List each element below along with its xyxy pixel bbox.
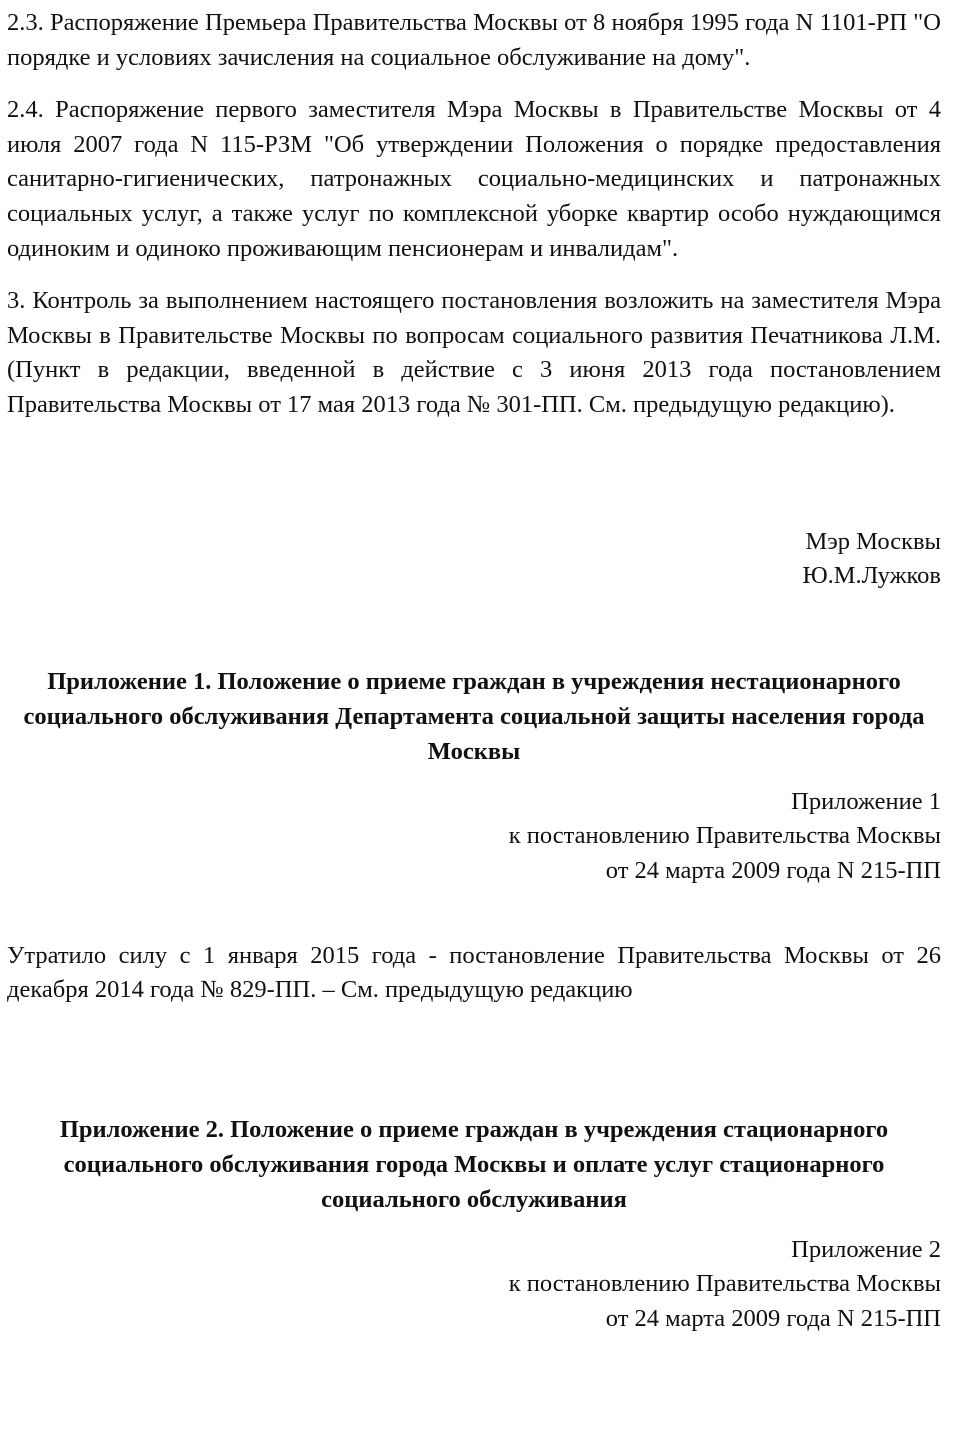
signature-block: [7, 525, 941, 594]
signature-title: Мэр Москвы: [805, 527, 941, 555]
annex-1-ref-line-2: к постановлению Правительства Москвы: [508, 822, 941, 850]
paragraph-2-3: 2.3. Распоряжение Премьера Правительства Москвы от 8 ноября 1995 года N 1101-РП "О порядке и условиях зачисления на социальное обслуживание на дому".: [7, 9, 941, 71]
signature-name: Ю.М.Лужков: [802, 562, 941, 590]
annex-2-ref-line-1: Приложение 2: [791, 1235, 941, 1263]
annex-1-ref-line-3: от 24 марта 2009 года N 215-ПП: [605, 856, 941, 884]
annex-2-reference: [7, 1233, 941, 1337]
annex-2-ref-line-2: к постановлению Правительства Москвы: [508, 1270, 941, 1298]
annex-1-ref-line-1: Приложение 1: [791, 787, 941, 815]
paragraph-3: 3. Контроль за выполнением настоящего постановления возложить на заместителя Мэра Москвы в Правительстве Москвы по вопросам социального развития Печатникова Л.М. (Пункт в редакции, введенной в действие с 3 июня 2013 года постановлением Правительства Москвы от 17 мая 2013 года № 301-ПП. См. предыдущую редакцию).: [7, 287, 941, 418]
annex-2-heading: Приложение 2. Положение о приеме граждан в учреждения стационарного социального обслуживания города Москвы и оплате услуг стационарного социального обслуживания: [59, 1115, 889, 1213]
annex-1-heading: Приложение 1. Положение о приеме граждан в учреждения нестационарного социального обслуживания Департамента социальной защиты населения города Москвы: [23, 667, 925, 765]
annex-1-repeal-note: Утратило силу с 1 января 2015 года - постановление Правительства Москвы от 26 декабря 2014 года № 829-ПП. – См. предыдущую редакцию: [7, 941, 941, 1004]
annex-1-reference: [7, 785, 941, 889]
annex-2-ref-line-3: от 24 марта 2009 года N 215-ПП: [605, 1304, 941, 1332]
paragraph-2-4: 2.4. Распоряжение первого заместителя Мэра Москвы в Правительстве Москвы от 4 июля 2007 года N 115-РЗМ "Об утверждении Положения о порядке предоставления санитарно-гигиенических, патронажных социально-медицинских и патронажных социальных услуг, а также услуг по комплексной уборке квартир особо нуждающимся одиноким и одиноко проживающим пенсионерам и инвалидам".: [7, 96, 941, 262]
